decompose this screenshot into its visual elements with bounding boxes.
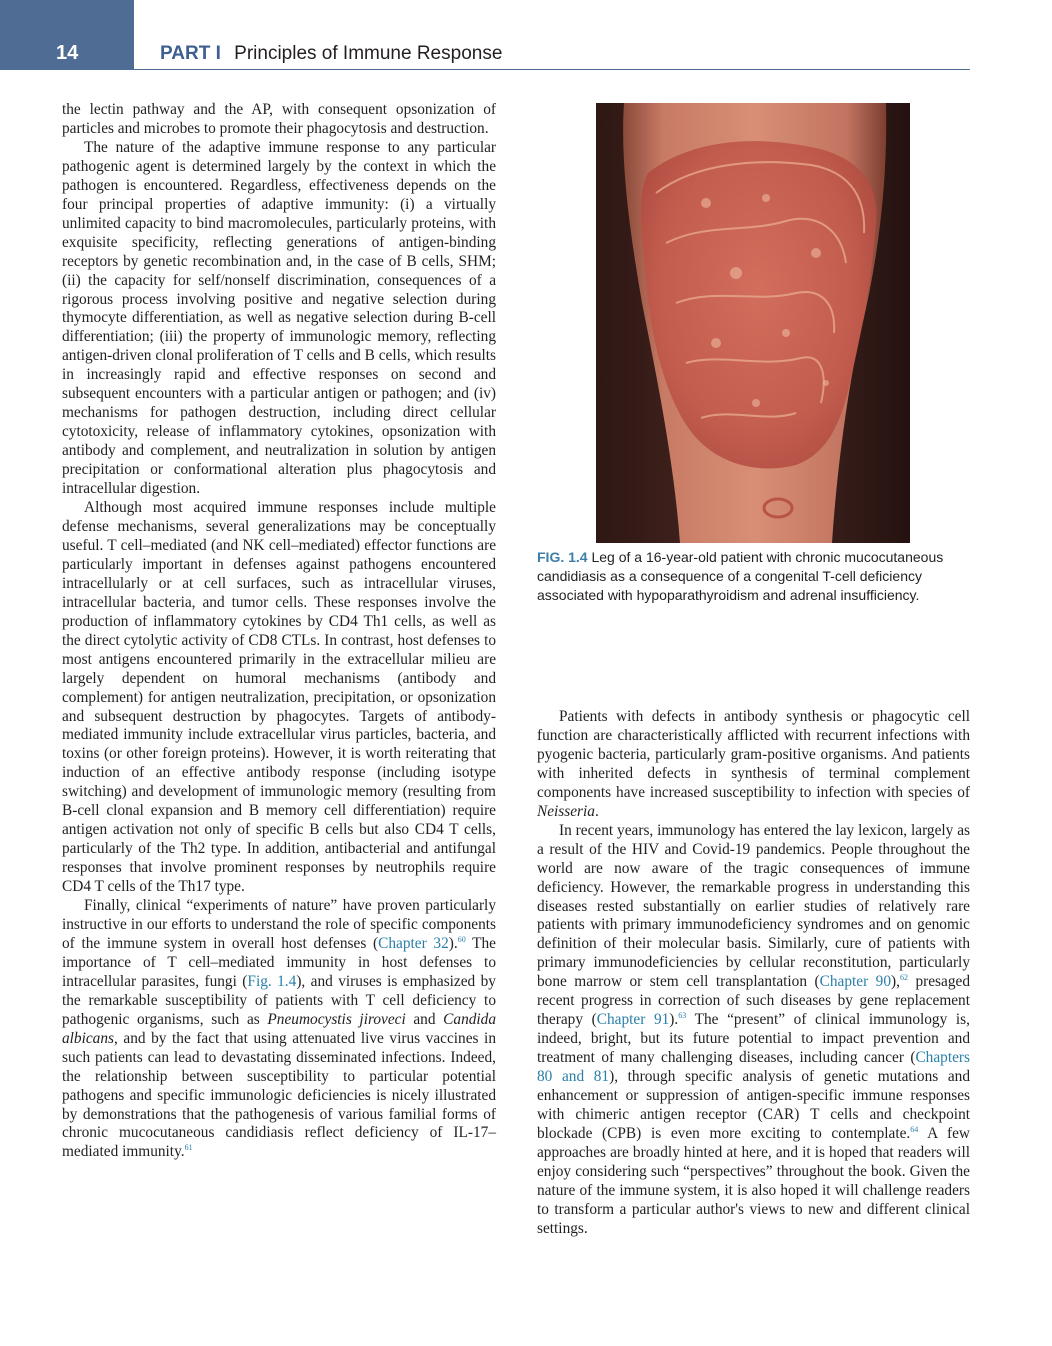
left-column <box>62 101 496 1162</box>
species-name: Candida albicans <box>62 1010 497 1047</box>
part-label: PART I <box>160 43 221 64</box>
text-run: The importance of T cell–mediated immunity in host defenses to intracellular parasites, fungi ( <box>62 934 496 990</box>
paragraph <box>62 897 496 1162</box>
reference-60-link[interactable]: 60 <box>457 934 466 944</box>
chapter-32-link[interactable]: Chapter 32 <box>378 934 449 952</box>
chapters-80-81-link[interactable]: Chapters 80 and 81 <box>537 1049 970 1086</box>
text-run: Patients with defects in antibody synthesis or phagocytic cell function are characteristically afflicted with recurrent infections with pyogenic bacteria, particularly gram-positive organisms. And patients with inherited defects in synthesis of terminal complement components have increased susceptibility to infection with species of <box>537 708 970 801</box>
text-run: The “present” of clinical immunology is, indeed, bright, but its future potential to impact prevention and treatment of many challenging diseases, including cancer ( <box>537 1011 970 1067</box>
text-run: ). <box>669 1011 679 1029</box>
paragraph: the lectin pathway and the AP, with consequent opsonization of particles and microbes to promote their phagocytosis and destruction. <box>62 101 496 137</box>
text-run: ), and viruses is emphasized by the remarkable susceptibility of patients with T cell deficiency to pathogenic organisms, such as <box>62 972 496 1028</box>
part-title: Principles of Immune Response <box>234 43 503 64</box>
text-run: A few approaches are broadly hinted at here, and it is hoped that readers will enjoy considering such “perspectives” throughout the book. Given the nature of the immune system, it is also hoped it will challenge readers to transform a particular author's views to new and different clinical settings. <box>537 1124 970 1237</box>
running-header <box>160 43 502 65</box>
right-column <box>537 708 970 1239</box>
reference-61-link[interactable]: 61 <box>184 1143 193 1153</box>
figure-1-4-photo <box>596 103 910 543</box>
paragraph <box>537 822 970 1239</box>
text-run: ), <box>891 973 900 991</box>
text-run: presaged recent progress in correction of such diseases by gene replacement therapy ( <box>537 973 970 1029</box>
paragraph: Although most acquired immune responses include multiple defense mechanisms, several generalizations may be conceptually useful. T cell–mediated (and NK cell–mediated) effector functions are particularly important in defenses against pathogens encountered intracellularly or at cell surfaces, such as intracellular viruses, intracellular bacteria, and tumor cells. These responses involve the production of inflammatory cytokines by CD4 Th1 cells, as well as the direct cytolytic activity of CD8 CTLs. In contrast, host defenses to most antigens encountered primarily in the extracellular milieu are largely dependent on humoral mechanisms (antibody and complement) for antigen neutralization, precipitation, or opsonization and subsequent destruction by phagocytes. Targets of antibody-mediated immunity include extracellular virus particles, bacteria, and toxins (or other foreign proteins). However, it is worth reiterating that induction of an effective antibody response (including isotype switching) and development of immunologic memory (resulting from B-cell clonal expansion and B memory cell differentiation) require antigen activation not only of specific B cells but also CD4 T cells, particularly of the Th2 type. In addition, antibacterial and antifungal responses that involve prominent responses by neutrophils require CD4 T cells of the Th17 type. <box>62 499 496 896</box>
paragraph: The nature of the adaptive immune response to any particular pathogenic agent is determined largely by the context in which the pathogen is encountered. Regardless, effectiveness depends on the four principal properties of adaptive immunity: (i) a virtually unlimited capacity to bind macromolecules, particularly proteins, with exquisite specificity, reflecting generations of antigen-binding receptors by genetic recombination and, in the case of B cells, SHM; (ii) the capacity for self/nonself discrimination, consequences of a rigorous process involving positive and negative selection during thymocyte differentiation, as well as negative selection during B-cell differentiation; (iii) the property of immunologic memory, reflecting antigen-driven clonal proliferation of T cells and B cells, which results in increasingly rapid and effective responses on second and subsequent encounters with a particular antigen or pathogen; and (iv) mechanisms for pathogen destruction, including direct cellular cytotoxicity, release of inflammatory cytokines, opsonization with antibody and complement, and neutralization in solution by antigen precipitation or conformational alteration plus phagocytosis and intracellular digestion. <box>62 138 496 498</box>
leg-photo-illustration <box>596 103 910 543</box>
page-number: 14 <box>56 42 79 64</box>
chapter-90-link[interactable]: Chapter 90 <box>819 973 892 991</box>
reference-64-link[interactable]: 64 <box>910 1124 919 1134</box>
figure-1-4-link[interactable]: Fig. 1.4 <box>247 972 297 990</box>
figure-label: FIG. 1.4 <box>537 549 588 565</box>
text-run: Finally, clinical “experiments of nature” have proven particularly instructive in our efforts to understand the role of specific components of the immune system in overall host defenses ( <box>62 897 496 952</box>
text-run: and <box>405 1010 444 1028</box>
species-name: Neisseria <box>537 802 595 820</box>
reference-63-link[interactable]: 63 <box>678 1011 687 1021</box>
text-run: ), through specific analysis of genetic mutations and enhancement or suppression of antigen-specific immune responses with chimeric antigen receptor (CAR) T cells and checkpoint blockade (CPB) is even more exciting to contemplate. <box>537 1068 971 1142</box>
paragraph <box>537 708 970 822</box>
text-run: . <box>594 802 599 820</box>
text-run: ). <box>448 934 458 952</box>
caption-text: Leg of a 16-year-old patient with chronic mucocutaneous candidiasis as a consequence of a congenital T-cell deficiency associated with hypoparathyroidism and adrenal insufficiency. <box>537 549 944 603</box>
chapter-91-link[interactable]: Chapter 91 <box>596 1011 670 1029</box>
species-name: Pneumocystis jiroveci <box>267 1010 406 1028</box>
text-run: In recent years, immunology has entered the lay lexicon, largely as a result of the HIV and Covid-19 pandemics. People throughout the world are now aware of the tragic consequences of immune deficiency. However, the remarkable progress in understanding this diseases rested substantially on earlier studies of relatively rare patients with primary immunodeficiency syndromes and on genomic definition of their molecular basis. Similarly, cure of patients with primary immunodeficiencies by cellular reconstitution, particularly bone marrow or stem cell transplantation ( <box>537 821 970 991</box>
header-rule <box>134 69 970 70</box>
text-run: , and by the fact that using attenuated live virus vaccines in such patients can lead to devastating disseminated infections. Indeed, the relationship between susceptibility to particular potential pathogens and specific immunologic deficiencies is nicely illustrated by demonstrations that the pathogenesis of various familial forms of chronic mucocutaneous candidiasis reflect deficiency of IL-17–mediated immunity. <box>62 1029 496 1161</box>
reference-62-link[interactable]: 62 <box>899 973 908 983</box>
figure-caption <box>537 548 970 605</box>
